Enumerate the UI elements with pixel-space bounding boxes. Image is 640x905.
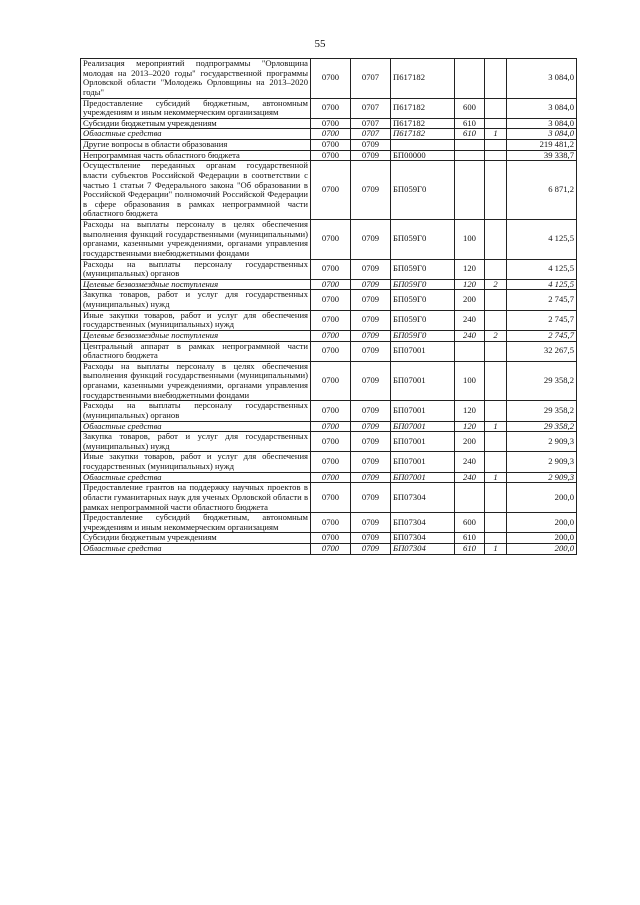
expense-type-code <box>455 150 485 161</box>
funding-source-code <box>485 310 507 330</box>
expense-type-code: 610 <box>455 533 485 544</box>
item-name: Непрограммная часть областного бюджета <box>81 150 311 161</box>
target-article-code: БП00000 <box>391 150 455 161</box>
target-article-code: БП07001 <box>391 472 455 483</box>
funding-source-code <box>485 290 507 310</box>
amount: 3 084,0 <box>507 129 577 140</box>
amount: 200,0 <box>507 533 577 544</box>
amount: 2 909,3 <box>507 432 577 452</box>
table-row <box>81 421 577 432</box>
section-code: 0700 <box>311 452 351 472</box>
section-code: 0700 <box>311 401 351 421</box>
subsection-code: 0709 <box>351 259 391 279</box>
target-article-code: П617182 <box>391 98 455 118</box>
expense-type-code <box>455 483 485 513</box>
subsection-code: 0707 <box>351 118 391 129</box>
expense-type-code: 240 <box>455 310 485 330</box>
subsection-code: 0709 <box>351 483 391 513</box>
funding-source-code <box>485 432 507 452</box>
funding-source-code <box>485 452 507 472</box>
section-code: 0700 <box>311 361 351 401</box>
page-number: 55 <box>314 38 326 50</box>
expense-type-code: 610 <box>455 118 485 129</box>
funding-source-code <box>485 483 507 513</box>
expense-type-code: 240 <box>455 452 485 472</box>
item-name: Иные закупки товаров, работ и услуг для обеспечения государственных (муниципальных) нужд <box>81 452 311 472</box>
target-article-code: БП07304 <box>391 483 455 513</box>
section-code: 0700 <box>311 310 351 330</box>
table-row <box>81 432 577 452</box>
subsection-code: 0709 <box>351 544 391 555</box>
table-row <box>81 544 577 555</box>
target-article-code: БП07001 <box>391 432 455 452</box>
table-row <box>81 259 577 279</box>
table-row <box>81 59 577 99</box>
item-name: Расходы на выплаты персоналу в целях обеспечения выполнения функций государственными (муниципальными) органами, казенными учреждениями, органами управления государственными внебюджетными фондами <box>81 361 311 401</box>
funding-source-code: 1 <box>485 544 507 555</box>
target-article-code: П617182 <box>391 118 455 129</box>
section-code: 0700 <box>311 118 351 129</box>
target-article-code: БП07304 <box>391 544 455 555</box>
subsection-code: 0709 <box>351 341 391 361</box>
amount: 2 745,7 <box>507 330 577 341</box>
funding-source-code: 1 <box>485 421 507 432</box>
funding-source-code: 1 <box>485 129 507 140</box>
expense-type-code: 120 <box>455 259 485 279</box>
table-row <box>81 533 577 544</box>
expense-type-code: 200 <box>455 432 485 452</box>
item-name: Предоставление субсидий бюджетным, автономным учреждениям и иным некоммерческим организациям <box>81 513 311 533</box>
section-code: 0700 <box>311 341 351 361</box>
target-article-code: БП059Г0 <box>391 161 455 220</box>
table-row <box>81 310 577 330</box>
item-name: Субсидии бюджетным учреждениям <box>81 533 311 544</box>
section-code: 0700 <box>311 544 351 555</box>
item-name: Другие вопросы в области образования <box>81 140 311 151</box>
item-name: Целевые безвозмездные поступления <box>81 330 311 341</box>
amount: 3 084,0 <box>507 59 577 99</box>
funding-source-code <box>485 533 507 544</box>
subsection-code: 0709 <box>351 310 391 330</box>
amount: 39 338,7 <box>507 150 577 161</box>
item-name: Предоставление грантов на поддержку научных проектов в области гуманитарных наук для ученых Орловской области в рамках непрограммной части областного бюджета <box>81 483 311 513</box>
expense-type-code: 240 <box>455 472 485 483</box>
section-code: 0700 <box>311 161 351 220</box>
section-code: 0700 <box>311 421 351 432</box>
target-article-code <box>391 140 455 151</box>
funding-source-code <box>485 361 507 401</box>
subsection-code: 0707 <box>351 98 391 118</box>
target-article-code: БП07001 <box>391 361 455 401</box>
target-article-code: П617182 <box>391 59 455 99</box>
funding-source-code: 2 <box>485 279 507 290</box>
subsection-code: 0709 <box>351 513 391 533</box>
amount: 29 358,2 <box>507 401 577 421</box>
section-code: 0700 <box>311 290 351 310</box>
target-article-code: БП059Г0 <box>391 290 455 310</box>
section-code: 0700 <box>311 59 351 99</box>
subsection-code: 0707 <box>351 129 391 140</box>
funding-source-code <box>485 59 507 99</box>
item-name: Областные средства <box>81 129 311 140</box>
expense-type-code: 600 <box>455 98 485 118</box>
expense-type-code: 200 <box>455 290 485 310</box>
target-article-code: БП059Г0 <box>391 259 455 279</box>
section-code: 0700 <box>311 98 351 118</box>
item-name: Закупка товаров, работ и услуг для государственных (муниципальных) нужд <box>81 432 311 452</box>
funding-source-code <box>485 220 507 260</box>
target-article-code: БП059Г0 <box>391 279 455 290</box>
table-row <box>81 330 577 341</box>
item-name: Иные закупки товаров, работ и услуг для обеспечения государственных (муниципальных) нужд <box>81 310 311 330</box>
section-code: 0700 <box>311 533 351 544</box>
subsection-code: 0709 <box>351 161 391 220</box>
table-row <box>81 472 577 483</box>
expense-type-code <box>455 140 485 151</box>
funding-source-code <box>485 513 507 533</box>
amount: 219 481,2 <box>507 140 577 151</box>
table-row <box>81 513 577 533</box>
item-name: Закупка товаров, работ и услуг для государственных (муниципальных) нужд <box>81 290 311 310</box>
table-row <box>81 341 577 361</box>
table-row <box>81 129 577 140</box>
table-row <box>81 220 577 260</box>
amount: 4 125,5 <box>507 279 577 290</box>
funding-source-code <box>485 401 507 421</box>
budget-table <box>80 58 577 555</box>
section-code: 0700 <box>311 472 351 483</box>
funding-source-code <box>485 161 507 220</box>
funding-source-code: 2 <box>485 330 507 341</box>
amount: 3 084,0 <box>507 118 577 129</box>
funding-source-code <box>485 140 507 151</box>
amount: 3 084,0 <box>507 98 577 118</box>
subsection-code: 0709 <box>351 140 391 151</box>
item-name: Расходы на выплаты персоналу государственных (муниципальных) органов <box>81 401 311 421</box>
funding-source-code <box>485 150 507 161</box>
subsection-code: 0709 <box>351 472 391 483</box>
table-row <box>81 150 577 161</box>
expense-type-code: 100 <box>455 220 485 260</box>
subsection-code: 0709 <box>351 330 391 341</box>
target-article-code: БП059Г0 <box>391 330 455 341</box>
funding-source-code <box>485 341 507 361</box>
amount: 29 358,2 <box>507 361 577 401</box>
amount: 4 125,5 <box>507 220 577 260</box>
item-name: Областные средства <box>81 421 311 432</box>
table-row <box>81 290 577 310</box>
section-code: 0700 <box>311 483 351 513</box>
section-code: 0700 <box>311 150 351 161</box>
expense-type-code: 240 <box>455 330 485 341</box>
item-name: Расходы на выплаты персоналу в целях обеспечения выполнения функций государственными (муниципальными) органами, казенными учреждениями, органами управления государственными внебюджетными фондами <box>81 220 311 260</box>
target-article-code: БП07001 <box>391 452 455 472</box>
subsection-code: 0709 <box>351 452 391 472</box>
section-code: 0700 <box>311 513 351 533</box>
table-row <box>81 279 577 290</box>
amount: 200,0 <box>507 513 577 533</box>
target-article-code: БП07001 <box>391 421 455 432</box>
funding-source-code: 1 <box>485 472 507 483</box>
section-code: 0700 <box>311 432 351 452</box>
section-code: 0700 <box>311 259 351 279</box>
expense-type-code: 120 <box>455 279 485 290</box>
table-row <box>81 140 577 151</box>
item-name: Субсидии бюджетным учреждениям <box>81 118 311 129</box>
target-article-code: БП07304 <box>391 513 455 533</box>
expense-type-code: 600 <box>455 513 485 533</box>
amount: 2 745,7 <box>507 310 577 330</box>
subsection-code: 0709 <box>351 432 391 452</box>
section-code: 0700 <box>311 330 351 341</box>
item-name: Расходы на выплаты персоналу государственных (муниципальных) органов <box>81 259 311 279</box>
expense-type-code <box>455 59 485 99</box>
item-name: Осуществление переданных органам государственной власти субъектов Российской Федерации в соответствии с частью 1 статьи 7 Федерального закона "Об образовании в Российской Федерации" полномочий Российской Федерации в сфере образования в рамках непрограммной части областного бюджета <box>81 161 311 220</box>
expense-type-code: 120 <box>455 421 485 432</box>
funding-source-code <box>485 259 507 279</box>
subsection-code: 0709 <box>351 150 391 161</box>
expense-type-code: 100 <box>455 361 485 401</box>
table-row <box>81 483 577 513</box>
amount: 29 358,2 <box>507 421 577 432</box>
amount: 2 909,3 <box>507 452 577 472</box>
section-code: 0700 <box>311 279 351 290</box>
section-code: 0700 <box>311 220 351 260</box>
table-row <box>81 452 577 472</box>
item-name: Центральный аппарат в рамках непрограммной части областного бюджета <box>81 341 311 361</box>
target-article-code: БП059Г0 <box>391 310 455 330</box>
amount: 32 267,5 <box>507 341 577 361</box>
item-name: Областные средства <box>81 472 311 483</box>
target-article-code: БП07304 <box>391 533 455 544</box>
amount: 200,0 <box>507 544 577 555</box>
subsection-code: 0709 <box>351 290 391 310</box>
subsection-code: 0709 <box>351 401 391 421</box>
subsection-code: 0709 <box>351 421 391 432</box>
expense-type-code: 610 <box>455 544 485 555</box>
target-article-code: БП07001 <box>391 401 455 421</box>
expense-type-code: 610 <box>455 129 485 140</box>
expense-type-code <box>455 341 485 361</box>
table-row <box>81 361 577 401</box>
target-article-code: П617182 <box>391 129 455 140</box>
subsection-code: 0707 <box>351 59 391 99</box>
subsection-code: 0709 <box>351 220 391 260</box>
item-name: Целевые безвозмездные поступления <box>81 279 311 290</box>
table-row <box>81 98 577 118</box>
amount: 6 871,2 <box>507 161 577 220</box>
funding-source-code <box>485 118 507 129</box>
amount: 4 125,5 <box>507 259 577 279</box>
expense-type-code: 120 <box>455 401 485 421</box>
target-article-code: БП07001 <box>391 341 455 361</box>
table-row <box>81 401 577 421</box>
subsection-code: 0709 <box>351 279 391 290</box>
subsection-code: 0709 <box>351 361 391 401</box>
table-row <box>81 118 577 129</box>
target-article-code: БП059Г0 <box>391 220 455 260</box>
item-name: Предоставление субсидий бюджетным, автономным учреждениям и иным некоммерческим организациям <box>81 98 311 118</box>
section-code: 0700 <box>311 140 351 151</box>
funding-source-code <box>485 98 507 118</box>
table-row <box>81 161 577 220</box>
subsection-code: 0709 <box>351 533 391 544</box>
expense-type-code <box>455 161 485 220</box>
amount: 2 745,7 <box>507 290 577 310</box>
item-name: Областные средства <box>81 544 311 555</box>
item-name: Реализация мероприятий подпрограммы "Орловщина молодая на 2013–2020 годы" государственной программы Орловской области "Молодежь Орловщины на 2013–2020 годы" <box>81 59 311 99</box>
amount: 200,0 <box>507 483 577 513</box>
section-code: 0700 <box>311 129 351 140</box>
amount: 2 909,3 <box>507 472 577 483</box>
